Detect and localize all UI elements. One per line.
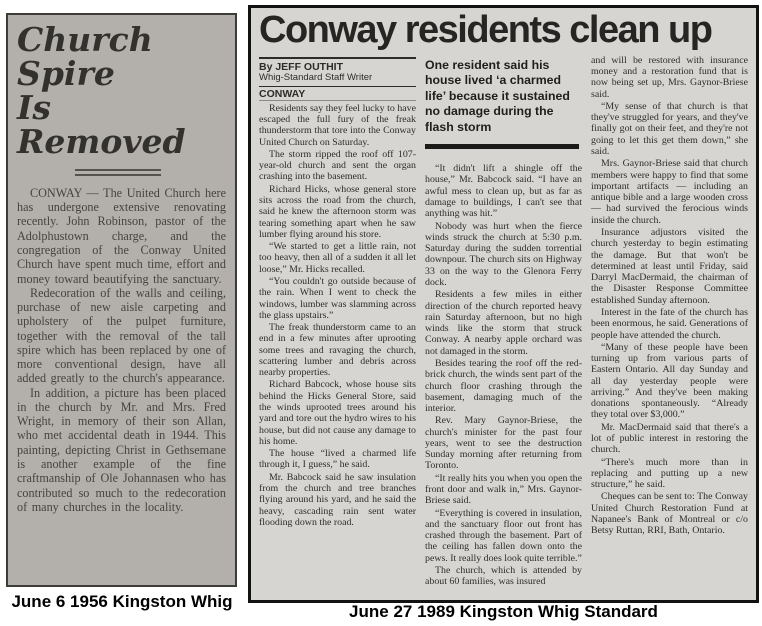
article-paragraph: Insurance adjustors visited the church yesterday to begin estimating the damage. But that won't be determined at least until Friday, said Darryl MacDermaid, the chairman of the Disaster Response Committee established Sunday afternoon. <box>591 226 748 306</box>
article-paragraph: Mr. Babcock said he saw insulation from the church and tree branches flying around his yard, and he said the heavy, cascading rain sent water flooding down the road. <box>259 471 416 528</box>
article-paragraph: Richard Hicks, whose general store sits across the road from the church, said he knew the afternoon storm was tearing something apart when he saw lumber flying around his store. <box>259 183 416 240</box>
article-paragraph: “It really hits you when you open the front door and walk in,” Mrs. Gaynor-Briese said. <box>425 472 582 507</box>
right-newspaper-clipping <box>248 5 759 603</box>
standfirst-callout: One resident said his house lived ‘a charmed life’ because it sustained no damage during the flash storm <box>425 57 570 134</box>
column-1 <box>259 55 416 589</box>
right-article-headline: Conway residents clean up <box>259 9 712 51</box>
byline-block <box>259 57 416 87</box>
left-article-headline <box>17 20 226 161</box>
standfirst-divider-rule <box>425 144 579 149</box>
article-paragraph: “Everything is covered in insulation, and the sanctuary floor out front has crashed through the basement. Part of the ceiling has fallen down onto the pews. It really does look quite terrible.” <box>425 507 582 564</box>
article-paragraph: The house “lived a charmed life through it, I guess,” he said. <box>259 448 416 471</box>
dateline: CONWAY <box>259 88 416 101</box>
article-paragraph: Richard Babcock, whose house sits behind the Hicks General Store, said the winds uprooted trees around his yard and tore out the hydro wires to his house, but did not cause any damage to his home. <box>259 379 416 447</box>
article-paragraph: Residents say they feel lucky to have escaped the full fury of the freak thunderstorm that tore into the Conway United Church on Saturday. <box>259 102 416 148</box>
article-paragraph: Interest in the fate of the church has been enormous, he said. Generations of people have attended the church. <box>591 306 748 341</box>
article-paragraph: The storm ripped the roof off 107-year-old church and sent the organ crashing into the basement. <box>259 148 416 183</box>
article-paragraph: and will be restored with insurance money and a restoration fund that is now being set up, Mrs. Gaynor-Briese said. <box>591 54 748 100</box>
left-article-body <box>17 186 226 514</box>
article-paragraph: “There's much more than in replacing and putting up a new structure,” he said. <box>591 456 748 491</box>
left-headline-line2: Is Removed <box>17 87 186 161</box>
article-paragraph: Besides tearing the roof off the red-brick church, the winds sent part of the church floor crashing through the basement, damaging much of the interior. <box>425 357 582 415</box>
article-paragraph: Residents a few miles in either direction of the church reported heavy rain Saturday afternoon, but no high winds like the storm that struck Conway. A nearby apple orchard was not damaged in the storm. <box>425 289 582 357</box>
left-clipping-caption: June 6 1956 Kingston Whig <box>11 592 233 611</box>
article-paragraph: “It didn't lift a shingle off the house,” Mr. Babcock said. “I have an awful mess to clean up, but as far as damage to buildings, I can't see that anything was hit.” <box>425 163 582 220</box>
byline-role: Whig-Standard Staff Writer <box>259 71 373 83</box>
headline-divider-rule <box>75 169 161 176</box>
article-paragraph: Nobody was hurt when the fierce winds struck the church at 5:30 p.m. Saturday during the sudden torrential downpour. The church sits on Highway 33 on the way to the Glenora Ferry dock. <box>425 220 582 288</box>
column-2 <box>425 55 582 589</box>
article-paragraph: In addition, a picture has been placed in the church by Mr. and Mrs. Fred Wright, in memory of their son Allan, who met accidental death in 1944. This painting, depicting Christ in Gethsemane is another example of the fine craftmanship of Ole Johannasen who has contributed so much to the redecoration of many churches in the locality. <box>17 385 226 514</box>
article-paragraph: “We started to get a little rain, not too heavy, then all of a sudden it all let loose,” Mr. Hicks recalled. <box>259 241 416 275</box>
article-paragraph: Redecoration of the walls and ceiling, purchase of new aisle carpeting and upholstery of the pulpet furniture, together with the removal of the tall spire which has been replaced by one of more conventional design, have all added greatly to the church's appearance. <box>17 285 226 386</box>
article-paragraph: Rev. Mary Gaynor-Briese, the church's minister for the past four years, went to see the destruction Sunday morning after returning from Toronto. <box>425 415 582 472</box>
right-clipping-caption: June 27 1989 Kingston Whig Standard <box>349 602 658 621</box>
byline-author: By JEFF OUTHIT <box>259 60 344 73</box>
article-paragraph: Mr. MacDermaid said that there's a lot of public interest in restoring the church. <box>591 421 748 456</box>
article-paragraph: Cheques can be sent to: The Conway United Church Restoration Fund at Napanee's Bank of Montreal or c/o Betsy Ruttan, RRI, Bath, Ontario. <box>591 491 748 537</box>
column-3 <box>591 55 748 589</box>
article-paragraph: Mrs. Gaynor-Briese said that church members were happy to find that some important artifacts — including an antique bible and a large wooden cross — had survived the ferocious winds inside the church. <box>591 158 748 226</box>
left-newspaper-clipping <box>6 13 237 587</box>
left-headline-line1: Church Spire <box>17 20 153 93</box>
article-paragraph: The freak thunderstorm came to an end in a few minutes after uprooting some trees and ravaging the church, scattering lumber and debris across nearby properties. <box>259 322 416 379</box>
article-paragraph: “My sense of that church is that they've struggled for years, and they've finally got on their feet, and they're not going to let this get them down,” she said. <box>591 100 748 157</box>
article-paragraph: CONWAY — The United Church here has undergone extensive renovating recently. John Robinson, pastor of the Adolphustown charge, and the congregation of the Conway United Church have spent much time, effort and money toward beautifying the sanctuary. <box>17 185 226 286</box>
article-columns <box>259 55 748 589</box>
article-paragraph: “You couldn't go outside because of the rain. When I went to check the windows, lumber was slamming across the glass upstairs.” <box>259 275 416 321</box>
article-paragraph: The church, which is attended by about 60 families, was insured <box>425 565 582 588</box>
article-paragraph: “Many of these people have been turning up from various parts of Eastern Ontario. All day Sunday and all day yesterday people were arriving.” And they've been making donations spontaneously. “Already they total over $3,000.” <box>591 341 748 421</box>
